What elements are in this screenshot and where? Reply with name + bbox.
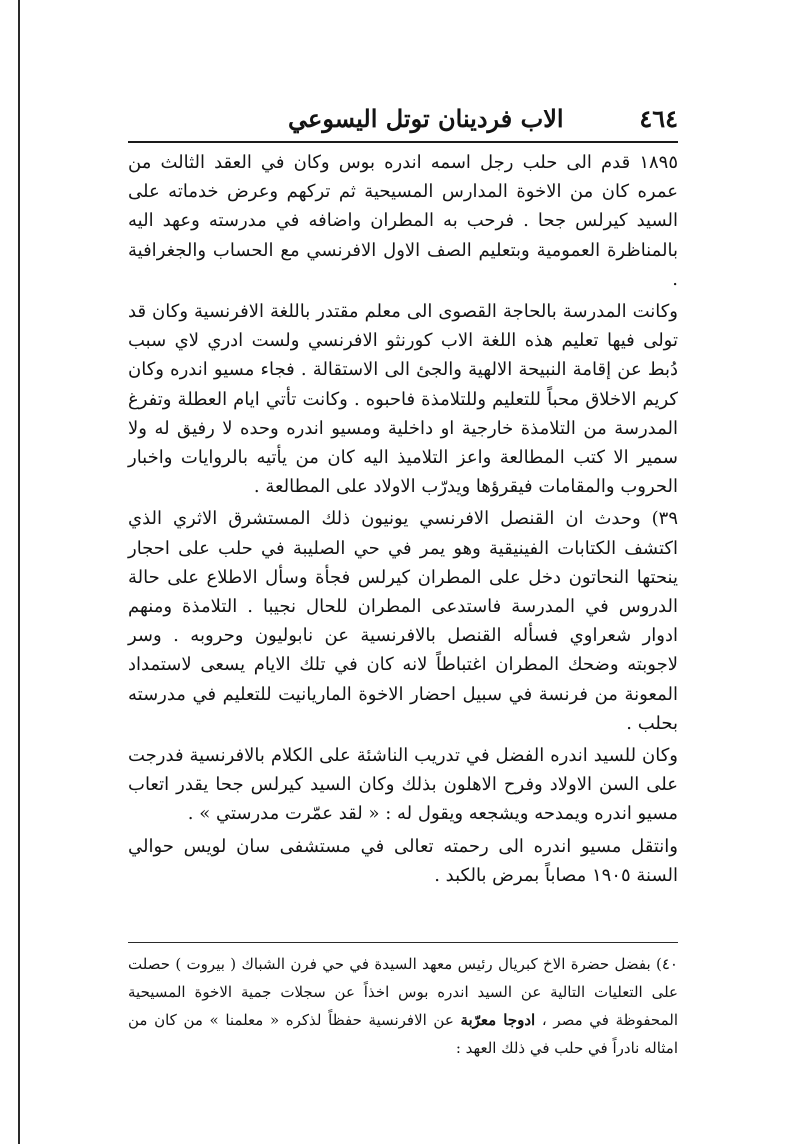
running-title: الاب فردينان توتل اليسوعي — [288, 104, 564, 133]
footnote-text-start: ٤٠) بفضل حضرة الاخ كبريال رئيس معهد السيدة في حي فرن الشباك ( بيروت ) حصلت على التعليات التالية عن السيد اندره بوس اخذاً عن سجلات جمية الاخوة المسيحية المحفوظة في مصر ، — [128, 955, 679, 1029]
footnote-text-end: عن الافرنسية حفظاً لذكره « معلمنا » من كان من امثاله نادراً في حلب في ذلك العهد : — [128, 1011, 678, 1057]
page-header — [128, 98, 678, 138]
paragraph-4: وكان للسيد اندره الفضل في تدريب الناشئة على الكلام بالافرنسية فدرجت على السن الاولاد وفرح الاهلون بذلك وكان السيد كيرلس جحا يقدر اتعاب مسيو اندره ويمدحه ويشجعه ويقول له : « لقد عمّرت مدرستي » . — [128, 745, 678, 825]
page-number: ٤٦٤ — [639, 104, 678, 133]
footnote — [128, 950, 678, 1062]
footnote-emphasis: ادوجا معرّبة — [460, 1011, 536, 1029]
paragraph-5: وانتقل مسيو اندره الى رحمته تعالى في مستشفى سان لويس حوالي السنة ١٩٠٥ مصاباً بمرض بالكبد . — [128, 835, 678, 886]
footnote-divider — [128, 942, 678, 943]
scan-edge-line — [18, 0, 20, 1144]
paragraph-2: وكانت المدرسة بالحاجة القصوى الى معلم مقتدر باللغة الافرنسية وكان قد تولى فيها تعليم هذه اللغة الاب كورنثو الافرنسي ولست ادري لاي سبب دُبط عن إقامة النبيحة الالهية والجئ الى الاستقالة . فجاء مسيو اندره وكان كريم الاخلاق محباً للتعليم وللتلامذة فاحبوه . وكانت تأتي ايام العطلة وتفرغ المدرسة من التلامذة خارجية او داخلية ومسيو اندره وحده لا رفيق له ولا سمير الا كتب المطالعة واعز التلاميذ اليه كان من يأتيه بالروايات واخبار الحروب والمقامات فيقرؤها ويدرّب الاولاد على المطالعة . — [128, 301, 678, 498]
main-text — [128, 148, 678, 890]
paragraph-3: ٣٩) وحدث ان القنصل الافرنسي يونيون ذلك المستشرق الاثري الذي اكتشف الكتابات الفينيقية وهو يمر في حي الصليبة في حلب على احجار ينحتها النحاتون دخل على المطران كيرلس فجأة وسأل الاطلاع على حالة الدروس في المدرسة فاستدعى المطران للحال نجيبا . التلامذة ومنهم ادوار شعراوي فسأله القنصل بالافرنسية عن نابوليون وحروبه . وسر لاجوبته وضحك المطران اغتباطاً لانه كان في تلك الايام يسعى لاستمداد المعونة من فرنسة في سبيل احضار الاخوة الماريانيت للتعليم في مدرسته بحلب . — [128, 508, 678, 734]
paragraph-1: ١٨٩٥ قدم الى حلب رجل اسمه اندره بوس وكان في العقد الثالث من عمره كان من الاخوة المدارس المسيحية ثم تركهم وعرض خدماته على السيد كيرلس جحا . فرحب به المطران واضافه في مدرسته وعهد اليه بالمناظرة العمومية وبتعليم الصف الاول الافرنسي مع الحساب والجغرافية . — [128, 152, 678, 290]
header-divider — [128, 141, 678, 143]
